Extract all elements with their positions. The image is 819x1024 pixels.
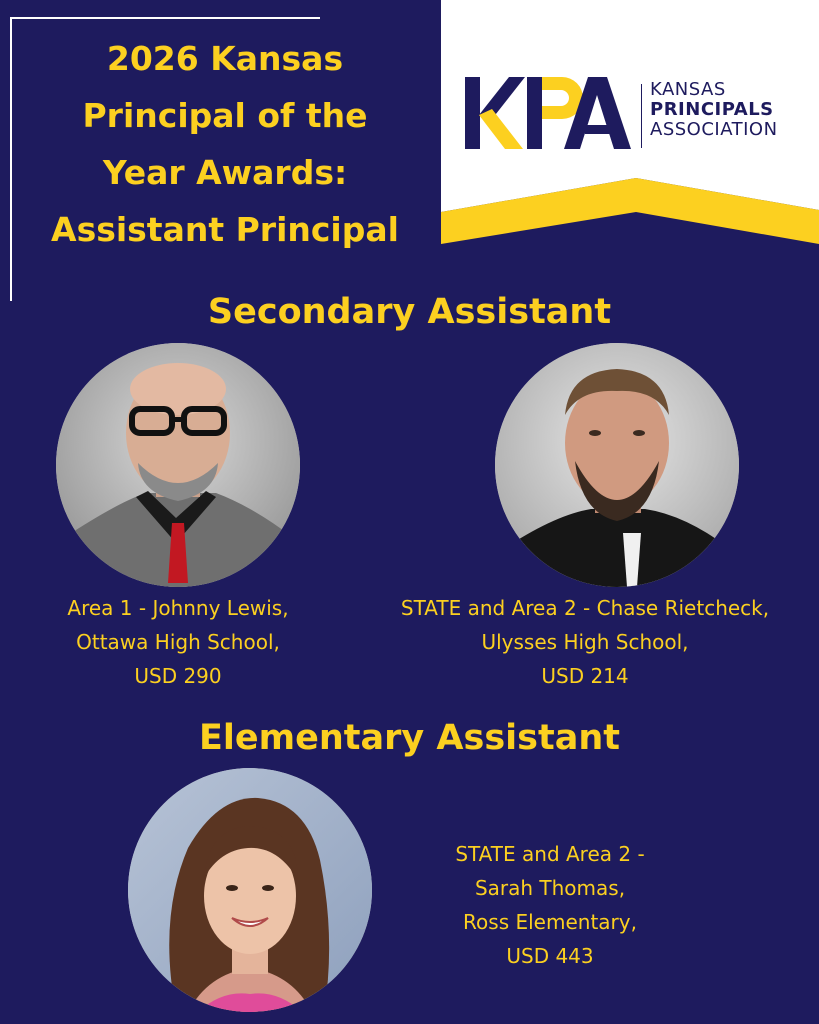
kpa-wordmark	[650, 80, 778, 140]
caption-line: Area 1 - Johnny Lewis,	[67, 596, 289, 620]
caption-line: USD 290	[134, 664, 222, 688]
caption-line: STATE and Area 2 -	[455, 842, 645, 866]
wordmark-line: PRINCIPALS	[650, 99, 774, 120]
caption-line: Sarah Thomas,	[474, 876, 626, 900]
secondary-heading: Secondary Assistant	[207, 292, 612, 332]
elementary-heading: Elementary Assistant	[199, 718, 620, 758]
winner-caption	[28, 591, 328, 693]
caption-line: STATE and Area 2 - Chase Rietcheck,	[400, 596, 770, 620]
kpa-logo-mark	[465, 75, 631, 151]
wordmark-line: ASSOCIATION	[650, 119, 778, 140]
winner-photo-chase-rietcheck	[495, 343, 739, 587]
winner-caption	[400, 837, 700, 973]
kpa-logo-panel	[441, 0, 819, 250]
title-line: Principal of the	[82, 96, 368, 135]
title-line: 2026 Kansas	[106, 39, 344, 78]
title-line: Assistant Principal	[51, 210, 399, 249]
wheat-icon	[546, 89, 566, 102]
caption-line: Ross Elementary,	[463, 910, 637, 934]
title-line: Year Awards:	[102, 153, 348, 192]
caption-line: Ottawa High School,	[76, 630, 280, 654]
caption-line: Ulysses High School,	[481, 630, 689, 654]
caption-line: USD 443	[506, 944, 594, 968]
winner-photo-sarah-thomas	[128, 768, 372, 1012]
wordmark-line: KANSAS	[650, 79, 726, 100]
frame-line-left	[10, 17, 12, 301]
page-title	[20, 30, 430, 258]
logo-divider	[641, 84, 642, 148]
winner-caption	[360, 591, 810, 693]
kpa-letters-icon	[465, 75, 631, 151]
frame-line-top	[10, 17, 320, 19]
caption-line: USD 214	[541, 664, 629, 688]
winner-photo-johnny-lewis	[56, 343, 300, 587]
